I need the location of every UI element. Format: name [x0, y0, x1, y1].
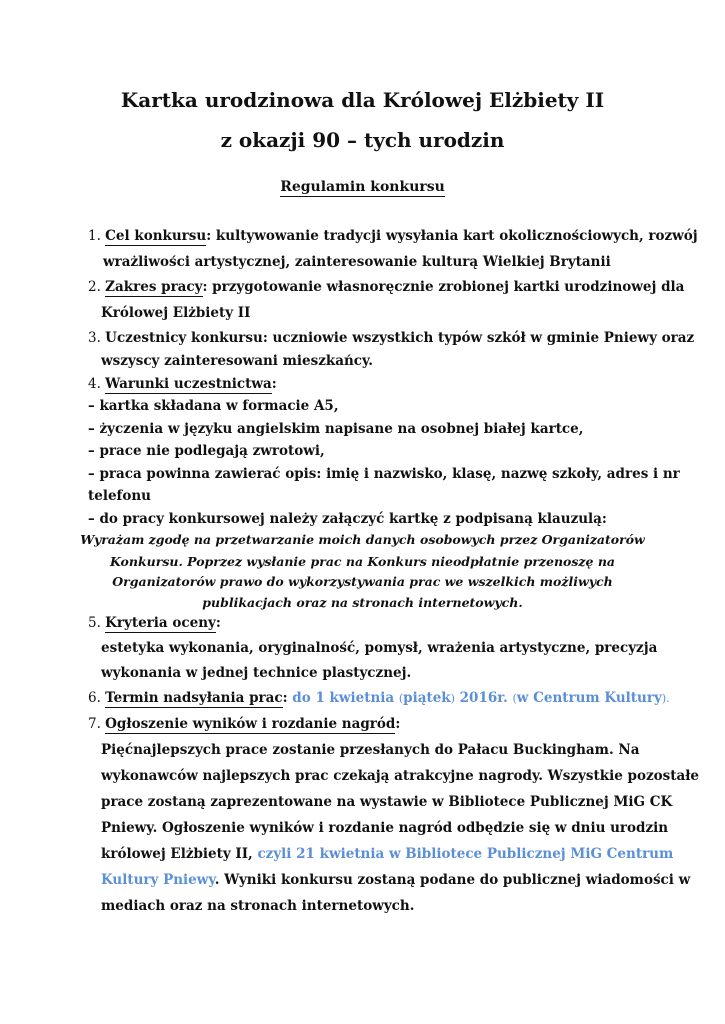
- paren: (: [398, 692, 404, 705]
- condition-item: – życzenia w języku angielskim napisane na osobnej białej kartce,: [88, 421, 584, 437]
- section-results: [88, 716, 400, 732]
- section-participants-continued: wszyscy zainteresowani mieszkańcy.: [101, 353, 373, 369]
- paren: (: [512, 692, 517, 705]
- section-criteria: [88, 615, 221, 631]
- results-text-part: . Wyniki konkursu zostaną podane do publicznej wiadomości w: [214, 872, 691, 888]
- condition-item: telefonu: [88, 488, 151, 504]
- section-conditions: [88, 376, 277, 392]
- section-label: Uczestnicy konkursu: [105, 330, 263, 346]
- colon: :: [271, 376, 277, 392]
- results-text: [101, 872, 690, 888]
- condition-item: – kartka składana w formacie A5,: [88, 398, 339, 414]
- section-label: Ogłoszenie wyników i rozdanie nagród: [105, 716, 396, 732]
- colon: :: [282, 690, 288, 706]
- section-number: 5.: [88, 615, 106, 631]
- colon: :: [395, 716, 401, 732]
- condition-item: – praca powinna zawierać opis: imię i nazwisko, klasę, nazwę szkoły, adres i nr: [88, 466, 680, 482]
- condition-item: – prace nie podlegają zwrotowi,: [88, 443, 325, 459]
- clause-line: Konkursu. Poprzez wysłanie prac na Konkurs nieodpłatnie przenoszę na: [109, 554, 616, 569]
- colon: :: [206, 228, 212, 244]
- results-text: wykonawców najlepszych prac czekają atrakcyjne nagrody. Wszystkie pozostałe: [101, 768, 699, 784]
- section-participants: [88, 330, 694, 346]
- criteria-text: wykonania w jednej technice plastycznej.: [101, 665, 412, 681]
- section-deadline: [88, 690, 670, 706]
- results-highlight: czyli 21 kwietnia w Bibliotece Publicznej MiG Centrum: [257, 846, 674, 862]
- section-label: Cel konkursu: [105, 228, 207, 244]
- section-label: Kryteria oceny: [105, 615, 216, 631]
- section-text: uczniowie wszystkich typów szkół w gminie Pniewy oraz: [267, 330, 695, 346]
- results-text: Pięćnajlepszych prace zostanie przesłanych do Pałacu Buckingham. Na: [101, 742, 640, 758]
- results-text: [101, 846, 673, 862]
- results-highlight: Kultury Pniewy: [101, 872, 215, 888]
- condition-item: – do pracy konkursowej należy załączyć kartkę z podpisaną klauzulą:: [88, 511, 607, 527]
- results-text: Pniewy. Ogłoszenie wyników i rozdanie nagród odbędzie się w dniu urodzin: [101, 820, 669, 836]
- section-scope: [88, 279, 684, 295]
- section-text: kultywowanie tradycji wysyłania kart okolicznościowych, rozwój: [211, 228, 698, 244]
- clause-line: publikacjach oraz na stronach internetowych.: [202, 595, 523, 610]
- deadline-date: do 1 kwietnia: [287, 690, 399, 706]
- section-number: 6.: [88, 690, 106, 706]
- section-number: 4.: [88, 376, 106, 392]
- section-text: przygotowanie własnoręcznie zrobionej kartki urodzinowej dla: [207, 279, 685, 295]
- section-goal: [88, 228, 698, 244]
- rules-heading-text: Regulamin konkursu: [280, 179, 445, 195]
- deadline-year: 2016r.: [454, 690, 513, 706]
- section-goal-continued: wrażliwości artystycznej, zainteresowanie kulturą Wielkiej Brytanii: [103, 254, 611, 270]
- section-label: Warunki uczestnictwa: [105, 376, 272, 392]
- section-number: 3.: [88, 330, 106, 346]
- section-label: Termin nadsyłania prac: [105, 690, 283, 706]
- paren: ).: [661, 692, 670, 705]
- deadline-day: piątek: [403, 690, 451, 706]
- results-text: mediach oraz na stronach internetowych.: [101, 898, 415, 914]
- section-scope-continued: Królowej Elżbiety II: [101, 305, 251, 321]
- colon: :: [262, 330, 268, 346]
- paren: ): [450, 692, 455, 705]
- results-text-part: królowej Elżbiety II,: [101, 846, 258, 862]
- clause-line: Organizatorów prawo do wykorzystywania prac we wszelkich możliwych: [112, 574, 613, 589]
- clause-line: Wyrażam zgodę na przetwarzanie moich danych osobowych przez Organizatorów: [80, 532, 645, 547]
- page-subtitle-occasion: z okazji 90 – tych urodzin: [220, 128, 505, 152]
- section-number: 2.: [88, 279, 106, 295]
- criteria-text: estetyka wykonania, oryginalność, pomysł, wrażenia artystyczne, precyzja: [101, 640, 658, 656]
- section-label: Zakres pracy: [105, 279, 203, 295]
- deadline-place: w Centrum Kultury: [516, 690, 662, 706]
- section-number: 1.: [88, 228, 106, 244]
- results-text: prace zostaną zaprezentowane na wystawie w Bibliotece Publicznej MiG CK: [101, 794, 673, 810]
- colon: :: [215, 615, 221, 631]
- section-number: 7.: [88, 716, 106, 732]
- colon: :: [202, 279, 208, 295]
- page-title: Kartka urodzinowa dla Królowej Elżbiety II: [120, 88, 605, 112]
- rules-heading: [0, 179, 725, 195]
